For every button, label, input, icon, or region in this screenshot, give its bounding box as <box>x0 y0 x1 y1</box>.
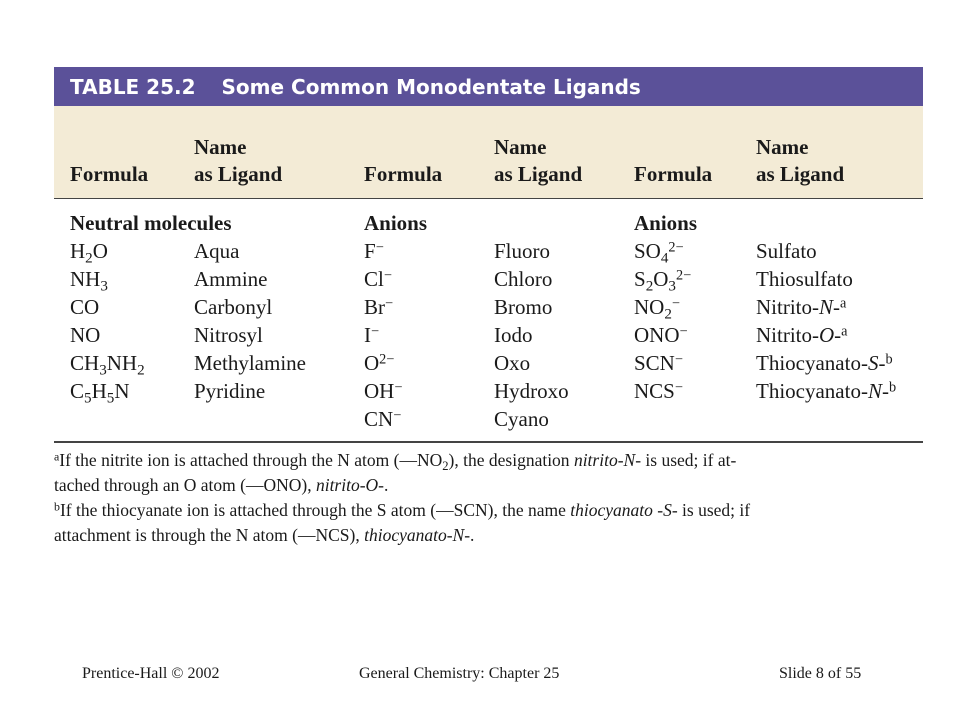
table-title-bar <box>54 67 923 106</box>
name-sulfato: Sulfato <box>756 239 817 263</box>
formula-chloride: Cl− <box>364 267 392 291</box>
header-formula-1: Formula <box>70 162 149 186</box>
name-chloro: Chloro <box>494 267 553 291</box>
header-divider <box>54 198 923 199</box>
footer-slide-number: Slide 8 of 55 <box>779 665 862 682</box>
formula-thiocyanate-n: NCS− <box>634 379 683 403</box>
name-thiocyanato-n: Thiocyanato-N-$^b$ <box>756 379 897 403</box>
header-formula-3: Formula <box>634 162 713 186</box>
formula-hydroxide: OH− <box>364 379 403 403</box>
name-pyridine: Pyridine <box>194 379 266 403</box>
name-hydroxo: Hydroxo <box>494 379 569 403</box>
formula-no: NO <box>70 323 101 347</box>
footnote-a-line1: $^a$If the nitrite ion is attached through the N atom $(—NO_2)$, the designation nitrito-N- is used; if at- <box>54 449 737 473</box>
footer-chapter: General Chemistry: Chapter 25 <box>359 665 560 682</box>
name-nitrito-o: Nitrito-O-$^a$ <box>756 323 848 347</box>
table-header <box>54 106 923 198</box>
header-formula-2: Formula <box>364 162 443 186</box>
name-thiosulfato: Thiosulfato <box>756 267 853 291</box>
footer-copyright: Prentice-Hall © 2002 <box>82 665 220 682</box>
formula-c5h5n: $C_5H_5N$ <box>70 379 130 407</box>
footnote-b-line1: $^b$If the thiocyanate ion is attached through the S atom (—SCN), the name thiocyanato -S- is used; if <box>54 499 751 520</box>
formula-h2o: $H_2O$ <box>70 239 108 267</box>
name-thiocyanato-s: Thiocyanato-S-$^b$ <box>756 351 893 375</box>
formula-cyanide: CN− <box>364 407 402 431</box>
name-aqua: Aqua <box>194 239 240 263</box>
name-nitrosyl: Nitrosyl <box>194 323 263 347</box>
header-name-3: Name as Ligand <box>756 135 845 186</box>
name-fluoro: Fluoro <box>494 239 551 263</box>
header-name-2: Name as Ligand <box>494 135 583 186</box>
table-number: TABLE 25.2 <box>70 74 196 99</box>
footnote-b-line2: attachment is through the N atom (—NCS), thiocyanato-N-. <box>54 525 475 545</box>
header-name-1: Name as Ligand <box>194 135 283 186</box>
ligand-table <box>54 106 923 442</box>
formula-thiocyanate-s: SCN− <box>634 351 683 375</box>
formula-thiosulfate: $S_2O_3^{2-}$ <box>634 267 692 295</box>
formula-fluoride: F− <box>364 239 384 263</box>
formula-sulfate: $SO_4^{2-}$ <box>634 239 684 267</box>
formula-nitrite-n: $NO_2^-$ <box>634 295 680 323</box>
name-carbonyl: Carbonyl <box>194 295 273 319</box>
table-bottom-rule <box>54 441 923 443</box>
formula-nitrite-o: ONO− <box>634 323 688 347</box>
table-title: Some Common Monodentate Ligands <box>221 74 641 99</box>
formula-bromide: Br− <box>364 295 394 319</box>
name-nitrito-n: Nitrito-N-$^a$ <box>756 295 847 319</box>
group-anions-2: Anions <box>634 211 698 235</box>
name-cyano: Cyano <box>494 407 549 431</box>
name-methylamine: Methylamine <box>194 351 306 375</box>
name-ammine: Ammine <box>194 267 268 291</box>
footnote-a-line2: tached through an O atom (—ONO), nitrito-O-. <box>54 475 389 495</box>
group-neutral-molecules: Neutral molecules <box>70 211 232 235</box>
formula-nh3: $NH_3$ <box>70 267 108 295</box>
formula-ch3nh2: $CH_3NH_2$ <box>70 351 145 379</box>
name-bromo: Bromo <box>494 295 553 319</box>
name-iodo: Iodo <box>494 323 533 347</box>
formula-co: CO <box>70 295 100 319</box>
name-oxo: Oxo <box>494 351 531 375</box>
formula-oxide: $O^{2-}$ <box>364 351 395 375</box>
group-anions-1: Anions <box>364 211 428 235</box>
formula-iodide: I− <box>364 323 380 347</box>
